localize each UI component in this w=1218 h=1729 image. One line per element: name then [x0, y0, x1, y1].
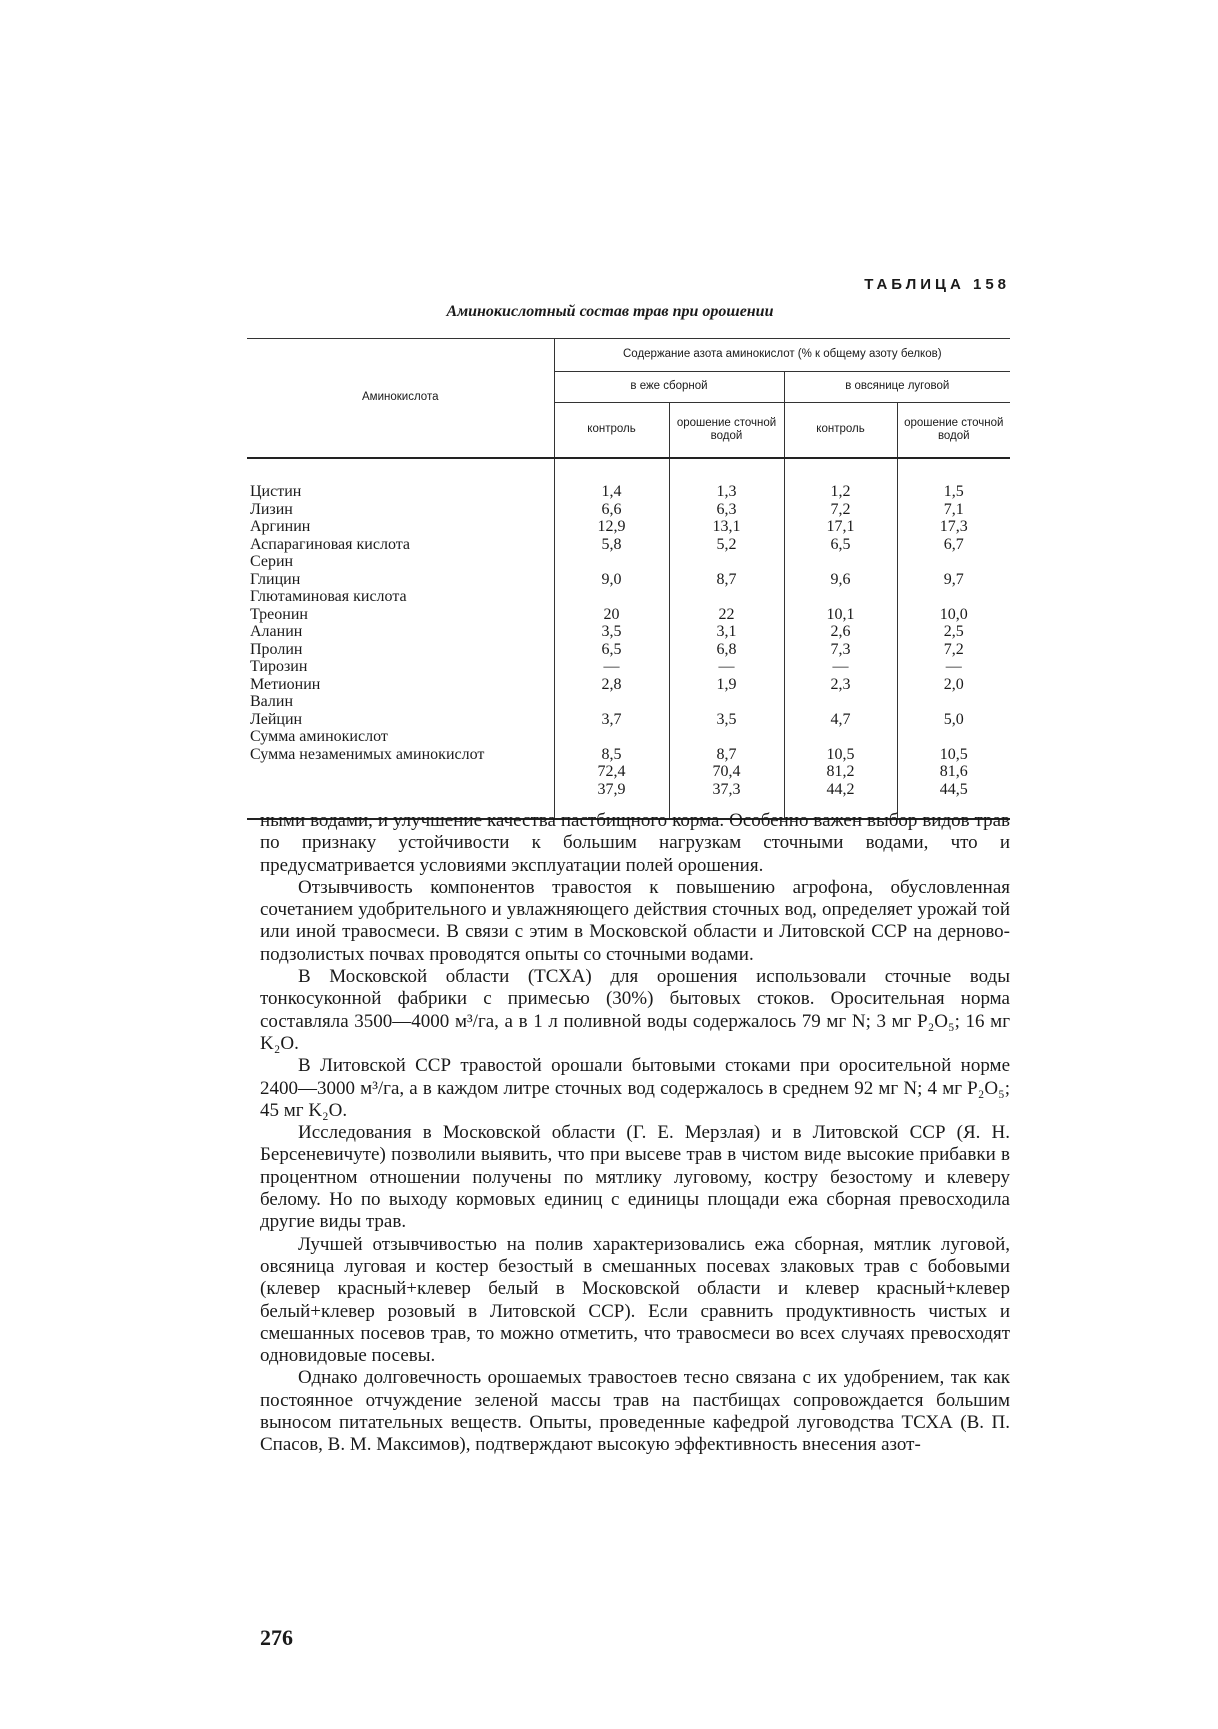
- value-column-fescue-irrigated: [897, 458, 1010, 819]
- table-cell-value: —: [832, 658, 849, 675]
- table-cell-value: 37,9: [597, 780, 626, 798]
- body-text: [260, 810, 1010, 1457]
- table-cell-value: 22: [718, 605, 735, 623]
- amino-acid-names: [247, 458, 554, 819]
- amino-acid-name: Лизин: [250, 500, 293, 518]
- table-cell-value: 6,5: [601, 640, 622, 658]
- table-cell-value: [555, 693, 669, 711]
- amino-acid-name: Тирозин: [250, 658, 308, 675]
- table-cell-value: 10,5: [826, 745, 855, 763]
- table-cell-value: 5,2: [716, 535, 737, 553]
- table-cell-value: 37,3: [712, 780, 741, 798]
- amino-acid-name: Цистин: [250, 483, 302, 500]
- table-cell-value: 10,0: [939, 605, 968, 623]
- group-header-fescue: в овсянице луговой: [784, 372, 1010, 403]
- table-cell-value: 12,9: [597, 518, 626, 535]
- table-cell-value: [898, 728, 1011, 746]
- table-cell-value: —: [945, 658, 962, 675]
- amino-acid-name: Сумма аминокислот: [250, 728, 388, 745]
- table-cell-value: —: [718, 658, 735, 675]
- amino-acid-name: Аргинин: [250, 518, 311, 535]
- table-cell-value: 6,3: [716, 500, 737, 518]
- content-header: Содержание азота аминокислот (% к общему азоту белков): [554, 339, 1010, 372]
- table-cell-value: 44,2: [826, 780, 855, 798]
- table-cell-value: 3,7: [601, 710, 622, 728]
- paragraph: Исследования в Московской области (Г. Е. Мерзлая) и в Литовской ССР (Я. Н. Берсеневичуте) позволили выявить, что при высеве трав в чистом виде высокие прибавки в процентном отношении получены по мятлику луговому, костру безостому и клеверу белому. Но по выходу кормовых единиц с единицы площади ежа сборная превосходила другие виды трав.: [260, 1122, 1010, 1233]
- subcol-header: контроль: [554, 403, 669, 459]
- table-title: Аминокислотный состав трав при орошении: [446, 303, 774, 320]
- table-cell-value: 6,6: [601, 500, 622, 518]
- paragraph: Лучшей отзывчивостью на полив характеризовались ежа сборная, мятлик луговой, овсяница луговая и костер безостый в смешанных посевах злаковых трав с бобовыми (клевер красный+клевер белый в Московской области и клевер красный+клевер белый+клевер розовый в Литовской ССР). Если сравнить продуктивность чистых и смешанных посевов трав, то можно отметить, что травосмеси во всех случаях превосходят одновидовые посевы.: [260, 1233, 1010, 1367]
- table-cell-value: 6,8: [716, 640, 737, 658]
- table-cell-value: 7,3: [830, 640, 851, 658]
- table-cell-value: 44,5: [939, 780, 968, 798]
- amino-acid-name: Сумма незаменимых аминокислот: [250, 745, 485, 763]
- amino-acid-name: Лейцин: [250, 710, 303, 728]
- table-cell-value: 2,5: [943, 623, 964, 640]
- subcol-header: орошение сточной водой: [897, 403, 1010, 459]
- amino-acid-name: Глютаминовая кислота: [250, 588, 407, 605]
- table-cell-value: 1,2: [830, 483, 851, 500]
- table-cell-value: [785, 728, 897, 746]
- table-cell-value: 20: [603, 605, 620, 623]
- table-cell-value: [785, 693, 897, 711]
- subcol-header: орошение сточной водой: [669, 403, 784, 459]
- table-cell-value: 3,5: [716, 710, 737, 728]
- amino-acid-column-header: Аминокислота: [247, 339, 554, 459]
- amino-acid-name: Серин: [250, 553, 294, 570]
- table-cell-value: 2,3: [830, 675, 851, 693]
- table-cell-value: 1,4: [601, 483, 622, 500]
- table-cell-value: [670, 588, 784, 606]
- table-cell-value: 9,7: [943, 570, 964, 588]
- amino-acid-name: Аланин: [250, 623, 303, 640]
- table-cell-value: —: [603, 658, 620, 675]
- table-cell-value: [785, 553, 897, 571]
- amino-acid-name: Глицин: [250, 570, 301, 588]
- group-header-cocksfoot: в еже сборной: [554, 372, 784, 403]
- table-cell-value: 70,4: [712, 763, 741, 780]
- table-cell-value: 2,6: [830, 623, 851, 640]
- table-cell-value: [670, 693, 784, 711]
- table-cell-value: 81,6: [939, 763, 968, 780]
- amino-acid-name: Метионин: [250, 675, 321, 693]
- table-cell-value: 6,5: [830, 535, 851, 553]
- table-cell-value: 8,5: [601, 745, 622, 763]
- table-cell-value: [670, 553, 784, 571]
- table-cell-value: 3,1: [716, 623, 737, 640]
- table-cell-value: 1,9: [716, 675, 737, 693]
- table-cell-value: 1,5: [943, 483, 964, 500]
- table-cell-value: [555, 553, 669, 571]
- table-cell-value: [898, 553, 1011, 571]
- paragraph: ными водами, и улучшение качества пастбищного корма. Особенно важен выбор видов трав по признаку устойчивости к большим нагрузкам сточными водами, что и предусматривается условиями эксплуатации полей орошения.: [260, 810, 1010, 876]
- table-cell-value: 2,8: [601, 675, 622, 693]
- table-cell-value: [898, 588, 1011, 606]
- table-cell-value: [555, 588, 669, 606]
- table-cell-value: 13,1: [712, 518, 741, 535]
- amino-acid-name: Пролин: [250, 640, 303, 658]
- amino-acid-name: Валин: [250, 693, 294, 710]
- table-cell-value: 17,1: [826, 518, 855, 535]
- table-cell-value: 5,8: [601, 535, 622, 553]
- value-column-fescue-control: [784, 458, 897, 819]
- subcol-header: контроль: [784, 403, 897, 459]
- table-cell-value: 8,7: [716, 570, 737, 588]
- amino-acid-name: Аспарагиновая кислота: [250, 535, 411, 553]
- paragraph: Отзывчивость компонентов травостоя к повышению агрофона, обусловленная сочетанием удобрительного и увлажняющего действия сточных вод, определяет урожай той или иной травосмеси. В связи с этим в Московской области и Литовской ССР на дерново-подзолистых почвах проводятся опыты со сточными водами.: [260, 876, 1010, 965]
- table-cell-value: 8,7: [716, 745, 737, 763]
- table-cell-value: 7,2: [830, 500, 851, 518]
- page-number: 276: [260, 1625, 293, 1650]
- paragraph: В Московской области (ТСХА) для орошения использовали сточные воды тонкосуконной фабрики с примесью (30%) бытовых стоков. Оросительная норма составляла 3500—4000 м³/га, а в 1 л поливной воды содержалось 79 мг N; 3 мг P₂O₅; 16 мг K₂O.: [260, 966, 1010, 1054]
- paragraph: В Литовской ССР травостой орошали бытовыми стоками при оросительной норме 2400—3000 м³/га, а в каждом литре сточных вод содержалось в среднем 92 мг N; 4 мг P₂O₅; 45 мг K₂O.: [260, 1055, 1010, 1121]
- table-cell-value: 7,1: [943, 500, 964, 518]
- table-label: ТАБЛИЦА 158: [864, 276, 1010, 293]
- table-cell-value: 81,2: [826, 763, 855, 780]
- amino-acid-name: Треонин: [250, 605, 308, 623]
- table-cell-value: 10,5: [939, 745, 968, 763]
- table-cell-value: 6,7: [943, 535, 964, 553]
- table-cell-value: 9,6: [830, 570, 851, 588]
- table-cell-value: 5,0: [943, 710, 964, 728]
- table-cell-value: 4,7: [830, 710, 851, 728]
- paragraph: Однако долговечность орошаемых травостоев тесно связана с их удобрением, так как постоянное отчуждение зеленой массы трав на пастбищах сопровождается большим выносом питательных веществ. Опыты, проведенные кафедрой луговодства ТСХА (В. П. Спасов, В. М. Максимов), подтверждают высокую эффективность внесения азот-: [260, 1367, 1010, 1456]
- table-cell-value: 17,3: [939, 518, 968, 535]
- table-cell-value: [898, 693, 1011, 711]
- table-cell-value: [785, 588, 897, 606]
- amino-acid-table: [247, 338, 1010, 820]
- value-column-cocksfoot-control: [554, 458, 669, 819]
- table-cell-value: 72,4: [597, 763, 626, 780]
- table-cell-value: 7,2: [943, 640, 964, 658]
- table-cell-value: 2,0: [943, 675, 964, 693]
- table-cell-value: [555, 728, 669, 746]
- table-cell-value: 1,3: [716, 483, 737, 500]
- table-cell-value: 3,5: [601, 623, 622, 640]
- value-column-cocksfoot-irrigated: [669, 458, 784, 819]
- table-cell-value: 10,1: [826, 605, 855, 623]
- table-cell-value: 9,0: [601, 570, 622, 588]
- table-cell-value: [670, 728, 784, 746]
